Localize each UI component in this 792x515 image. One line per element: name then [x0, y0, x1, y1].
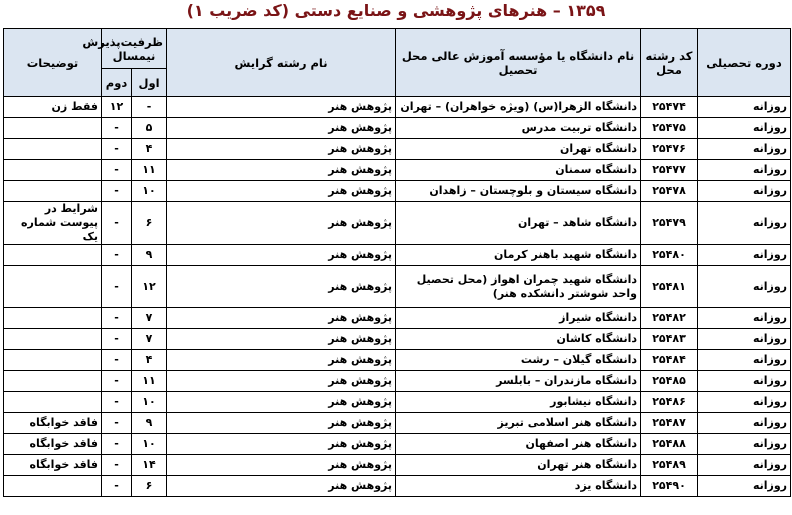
field-cell: پژوهش هنر	[167, 434, 396, 455]
notes-cell	[4, 476, 102, 497]
period-cell: روزانه	[698, 371, 791, 392]
notes-cell	[4, 308, 102, 329]
university-cell: دانشگاه الزهرا(س) (ویژه خواهران) – تهران	[396, 97, 641, 118]
table-row	[4, 97, 791, 118]
field-cell: پژوهش هنر	[167, 202, 396, 245]
period-cell: روزانه	[698, 245, 791, 266]
second-semester-capacity-cell: -	[102, 392, 132, 413]
second-semester-capacity-cell: -	[102, 160, 132, 181]
university-cell: دانشگاه هنر تهران	[396, 455, 641, 476]
notes-cell: فاقد خوابگاه	[4, 413, 102, 434]
program-code-cell: ۲۵۴۸۵	[641, 371, 698, 392]
notes-cell	[4, 350, 102, 371]
table-body	[4, 97, 791, 497]
second-semester-capacity-cell: -	[102, 413, 132, 434]
second-semester-capacity-cell: -	[102, 118, 132, 139]
header-capacity: ظرفیت‌پذیرش نیمسال	[102, 29, 167, 69]
program-code-cell: ۲۵۴۸۰	[641, 245, 698, 266]
table-row	[4, 413, 791, 434]
field-cell: پژوهش هنر	[167, 245, 396, 266]
field-cell: پژوهش هنر	[167, 118, 396, 139]
notes-cell: فاقد خوابگاه	[4, 434, 102, 455]
table-row	[4, 160, 791, 181]
second-semester-capacity-cell: -	[102, 245, 132, 266]
second-semester-capacity-cell: -	[102, 476, 132, 497]
university-cell: دانشگاه یزد	[396, 476, 641, 497]
program-code-cell: ۲۵۴۹۰	[641, 476, 698, 497]
program-code-cell: ۲۵۴۷۴	[641, 97, 698, 118]
header-second-semester: دوم	[102, 69, 132, 97]
notes-cell	[4, 371, 102, 392]
period-cell: روزانه	[698, 160, 791, 181]
program-code-cell: ۲۵۴۸۴	[641, 350, 698, 371]
program-code-cell: ۲۵۴۷۵	[641, 118, 698, 139]
second-semester-capacity-cell: -	[102, 266, 132, 308]
first-semester-capacity-cell: ۶	[132, 202, 167, 245]
period-cell: روزانه	[698, 455, 791, 476]
period-cell: روزانه	[698, 202, 791, 245]
program-code-cell: ۲۵۴۸۹	[641, 455, 698, 476]
field-cell: پژوهش هنر	[167, 392, 396, 413]
notes-cell	[4, 181, 102, 202]
first-semester-capacity-cell: ۱۱	[132, 160, 167, 181]
header-code: کد رشته محل	[641, 29, 698, 97]
first-semester-capacity-cell: ۵	[132, 118, 167, 139]
period-cell: روزانه	[698, 392, 791, 413]
notes-cell: فقط زن	[4, 97, 102, 118]
program-code-cell: ۲۵۴۸۳	[641, 329, 698, 350]
program-code-cell: ۲۵۴۸۸	[641, 434, 698, 455]
second-semester-capacity-cell: -	[102, 202, 132, 245]
second-semester-capacity-cell: -	[102, 371, 132, 392]
university-cell: دانشگاه تربیت مدرس	[396, 118, 641, 139]
university-cell: دانشگاه کاشان	[396, 329, 641, 350]
first-semester-capacity-cell: ۴	[132, 350, 167, 371]
page-title: ۱۳۵۹ – هنرهای پژوهشی و صنایع دستی (کد ضریب ۱)	[186, 1, 606, 20]
table-row	[4, 371, 791, 392]
table-row	[4, 266, 791, 308]
notes-cell	[4, 139, 102, 160]
table-row	[4, 455, 791, 476]
table-row	[4, 434, 791, 455]
period-cell: روزانه	[698, 308, 791, 329]
first-semester-capacity-cell: ۱۰	[132, 392, 167, 413]
first-semester-capacity-cell: ۹	[132, 413, 167, 434]
university-cell: دانشگاه سمنان	[396, 160, 641, 181]
university-cell: دانشگاه هنر اسلامی تبریز	[396, 413, 641, 434]
field-cell: پژوهش هنر	[167, 97, 396, 118]
university-cell: دانشگاه شهید باهنر کرمان	[396, 245, 641, 266]
program-code-cell: ۲۵۴۷۷	[641, 160, 698, 181]
period-cell: روزانه	[698, 476, 791, 497]
first-semester-capacity-cell: ۷	[132, 329, 167, 350]
program-code-cell: ۲۵۴۷۶	[641, 139, 698, 160]
admissions-table	[3, 28, 791, 497]
field-cell: پژوهش هنر	[167, 308, 396, 329]
first-semester-capacity-cell: ۴	[132, 139, 167, 160]
first-semester-capacity-cell: ۱۴	[132, 455, 167, 476]
table-row	[4, 308, 791, 329]
period-cell: روزانه	[698, 434, 791, 455]
field-cell: پژوهش هنر	[167, 413, 396, 434]
header-notes: توضیحات	[4, 29, 102, 97]
first-semester-capacity-cell: ۱۰	[132, 434, 167, 455]
header-field: نام رشته گرایش	[167, 29, 396, 97]
university-cell: دانشگاه شیراز	[396, 308, 641, 329]
first-semester-capacity-cell: ۱۲	[132, 266, 167, 308]
university-cell: دانشگاه شهید چمران اهواز (محل تحصیل واحد شوشتر دانشکده هنر)	[396, 266, 641, 308]
field-cell: پژوهش هنر	[167, 266, 396, 308]
period-cell: روزانه	[698, 181, 791, 202]
program-code-cell: ۲۵۴۷۹	[641, 202, 698, 245]
field-cell: پژوهش هنر	[167, 476, 396, 497]
first-semester-capacity-cell: ۱۱	[132, 371, 167, 392]
notes-cell	[4, 160, 102, 181]
notes-cell: فاقد خوابگاه	[4, 455, 102, 476]
program-code-cell: ۲۵۴۸۶	[641, 392, 698, 413]
period-cell: روزانه	[698, 413, 791, 434]
table-row	[4, 139, 791, 160]
university-cell: دانشگاه هنر اصفهان	[396, 434, 641, 455]
second-semester-capacity-cell: -	[102, 329, 132, 350]
table-row	[4, 476, 791, 497]
program-code-cell: ۲۵۴۸۷	[641, 413, 698, 434]
field-cell: پژوهش هنر	[167, 329, 396, 350]
field-cell: پژوهش هنر	[167, 371, 396, 392]
second-semester-capacity-cell: ۱۲	[102, 97, 132, 118]
field-cell: پژوهش هنر	[167, 350, 396, 371]
table-row	[4, 202, 791, 245]
second-semester-capacity-cell: -	[102, 455, 132, 476]
period-cell: روزانه	[698, 97, 791, 118]
university-cell: دانشگاه سیستان و بلوچستان – زاهدان	[396, 181, 641, 202]
notes-cell	[4, 329, 102, 350]
table-row	[4, 329, 791, 350]
university-cell: دانشگاه نیشابور	[396, 392, 641, 413]
table-row	[4, 392, 791, 413]
table-row	[4, 181, 791, 202]
notes-cell	[4, 266, 102, 308]
second-semester-capacity-cell: -	[102, 139, 132, 160]
period-cell: روزانه	[698, 329, 791, 350]
program-code-cell: ۲۵۴۷۸	[641, 181, 698, 202]
period-cell: روزانه	[698, 118, 791, 139]
period-cell: روزانه	[698, 139, 791, 160]
university-cell: دانشگاه تهران	[396, 139, 641, 160]
university-cell: دانشگاه گیلان – رشت	[396, 350, 641, 371]
notes-cell	[4, 118, 102, 139]
table-row	[4, 118, 791, 139]
second-semester-capacity-cell: -	[102, 308, 132, 329]
program-code-cell: ۲۵۴۸۲	[641, 308, 698, 329]
notes-cell	[4, 245, 102, 266]
notes-cell	[4, 392, 102, 413]
table-row	[4, 245, 791, 266]
second-semester-capacity-cell: -	[102, 434, 132, 455]
header-period: دوره تحصیلی	[698, 29, 791, 97]
first-semester-capacity-cell: ۷	[132, 308, 167, 329]
field-cell: پژوهش هنر	[167, 139, 396, 160]
program-code-cell: ۲۵۴۸۱	[641, 266, 698, 308]
second-semester-capacity-cell: -	[102, 181, 132, 202]
field-cell: پژوهش هنر	[167, 181, 396, 202]
notes-cell: شرایط در پیوست شماره یک	[4, 202, 102, 245]
first-semester-capacity-cell: -	[132, 97, 167, 118]
second-semester-capacity-cell: -	[102, 350, 132, 371]
period-cell: روزانه	[698, 350, 791, 371]
first-semester-capacity-cell: ۱۰	[132, 181, 167, 202]
table-header	[4, 29, 791, 97]
university-cell: دانشگاه شاهد – تهران	[396, 202, 641, 245]
first-semester-capacity-cell: ۹	[132, 245, 167, 266]
field-cell: پژوهش هنر	[167, 160, 396, 181]
table-row	[4, 350, 791, 371]
field-cell: پژوهش هنر	[167, 455, 396, 476]
first-semester-capacity-cell: ۶	[132, 476, 167, 497]
header-first-semester: اول	[132, 69, 167, 97]
header-university: نام دانشگاه یا مؤسسه آموزش عالی محل تحصیل	[396, 29, 641, 97]
period-cell: روزانه	[698, 266, 791, 308]
university-cell: دانشگاه مازندران – بابلسر	[396, 371, 641, 392]
